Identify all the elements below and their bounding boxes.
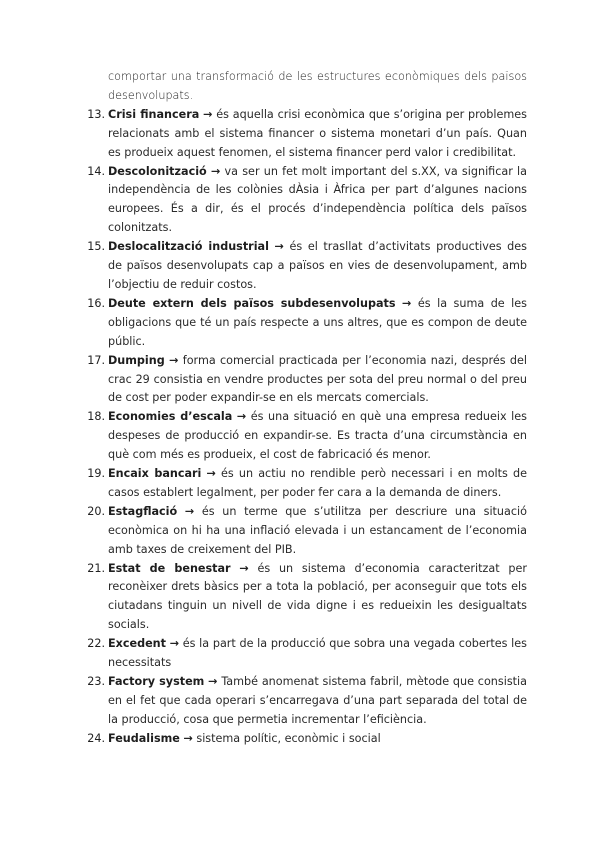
entry-number: 22. <box>87 637 105 651</box>
arrow-icon: → <box>169 353 179 367</box>
entry-number: 21. <box>87 561 105 575</box>
entry-term: Dumping <box>108 353 165 367</box>
entry-number: 19. <box>87 467 105 481</box>
entry-definition: forma comercial practicada per l’economia nazi, després del crac 29 consistia en vendre productes per sota del preu normal o del preu de cost per poder expandir-se en els mercats comercials. <box>108 353 527 405</box>
glossary-entry-24 <box>87 730 527 749</box>
entry-term: Economies d’escala <box>108 410 233 424</box>
entry-term: Deute extern dels països subdesenvolupats <box>108 296 396 310</box>
entry-term: Excedent <box>108 637 166 651</box>
glossary-list <box>87 106 527 749</box>
entry-number: 15. <box>87 240 105 254</box>
arrow-icon: → <box>274 240 284 254</box>
entry-term: Estagflació <box>108 504 178 518</box>
glossary-entry-13 <box>87 106 527 163</box>
entry-number: 16. <box>87 296 105 310</box>
entry-definition: és la suma de les obligacions que té un país respecte a uns altres, que es compon de deute públic. <box>108 296 527 348</box>
entry-number: 18. <box>87 410 105 424</box>
glossary-entry-19 <box>87 465 527 503</box>
arrow-icon: → <box>208 675 218 688</box>
entry-definition: és la part de la producció que sobra una vegada cobertes les necessitats <box>108 637 527 670</box>
entry-term: Factory system <box>108 675 205 688</box>
entry-number: 20. <box>87 504 105 518</box>
entry-term: Deslocalització industrial <box>108 240 269 254</box>
page-content <box>87 68 527 749</box>
entry-definition: és una situació en què una empresa redueix les despeses de producció en expandir-se. Es tracta d’una circumstància en què com més es produeix, el cost de fabricació és menor. <box>108 410 527 462</box>
entry-term: Crisi financera <box>108 107 200 121</box>
glossary-entry-18 <box>87 408 527 465</box>
arrow-icon: → <box>210 164 221 178</box>
arrow-icon: → <box>402 296 412 310</box>
entry-number: 13. <box>87 107 105 121</box>
entry-definition: és un terme que s’utilitza per descriure una situació econòmica on hi ha una inflació elevada i un estancament de l’economia amb taxes de creixement del PIB. <box>108 504 527 556</box>
entry-number: 24. <box>87 731 105 745</box>
arrow-icon: → <box>239 561 249 575</box>
arrow-icon: → <box>203 107 213 121</box>
entry-number: 17. <box>87 353 105 367</box>
arrow-icon: → <box>206 467 216 481</box>
entry-definition: sistema polític, econòmic i social <box>196 731 381 745</box>
glossary-entry-21 <box>87 560 527 636</box>
entry-term: Estat de benestar <box>108 561 231 575</box>
arrow-icon: → <box>183 731 193 745</box>
arrow-icon: → <box>169 637 180 651</box>
entry-definition: és un sistema d’economia caracteritzat per reconèixer drets bàsics per a tota la població, per aconseguir que tots els ciutadans tinguin un nivell de vida digne i es redueixin les desigualtats socials. <box>108 561 527 632</box>
glossary-entry-16 <box>87 295 527 352</box>
entry-definition: és un actiu no rendible però necessari i en molts de casos establert legalment, per poder fer cara a la demanda de diners. <box>108 467 527 499</box>
entry-definition: També anomenat sistema fabril, mètode que consistia en el fet que cada operari s’encarregava d’una part separada del total de la producció, cosa que permetia incrementar l’eficiència. <box>108 675 527 726</box>
entry-term: Descolonització <box>108 164 207 178</box>
entry-definition: és aquella crisi econòmica que s’origina per problemes relacionats amb el sistema financer o sistema monetari d’un país. Quan es produeix aquest fenomen, el sistema financer perd valor i credibilitat. <box>108 107 527 159</box>
intro-paragraph: comportar una transformació de les estructures econòmiques dels països desenvolupats. <box>108 70 527 102</box>
entry-definition: és el trasllat d’activitats productives des de països desenvolupats cap a països en vies de desenvolupament, amb l’objectiu de reduir costos. <box>108 240 527 291</box>
entry-term: Encaix bancari <box>108 467 202 481</box>
glossary-entry-20 <box>87 503 527 560</box>
entry-term: Feudalisme <box>108 731 180 745</box>
glossary-entry-23 <box>87 673 527 730</box>
entry-definition: va ser un fet molt important del s.XX, va significar la independència de les colònies dÀsia i Àfrica per part d’algunes nacions europees. És a dir, és el procés d’independència política dels països colonitzats. <box>108 164 527 235</box>
arrow-icon: → <box>184 504 195 518</box>
entry-number: 23. <box>87 675 105 688</box>
glossary-entry-14 <box>87 163 527 239</box>
glossary-entry-22 <box>87 635 527 673</box>
arrow-icon: → <box>236 410 247 424</box>
glossary-entry-17 <box>87 352 527 409</box>
entry-number: 14. <box>87 164 105 178</box>
glossary-entry-15 <box>87 238 527 295</box>
